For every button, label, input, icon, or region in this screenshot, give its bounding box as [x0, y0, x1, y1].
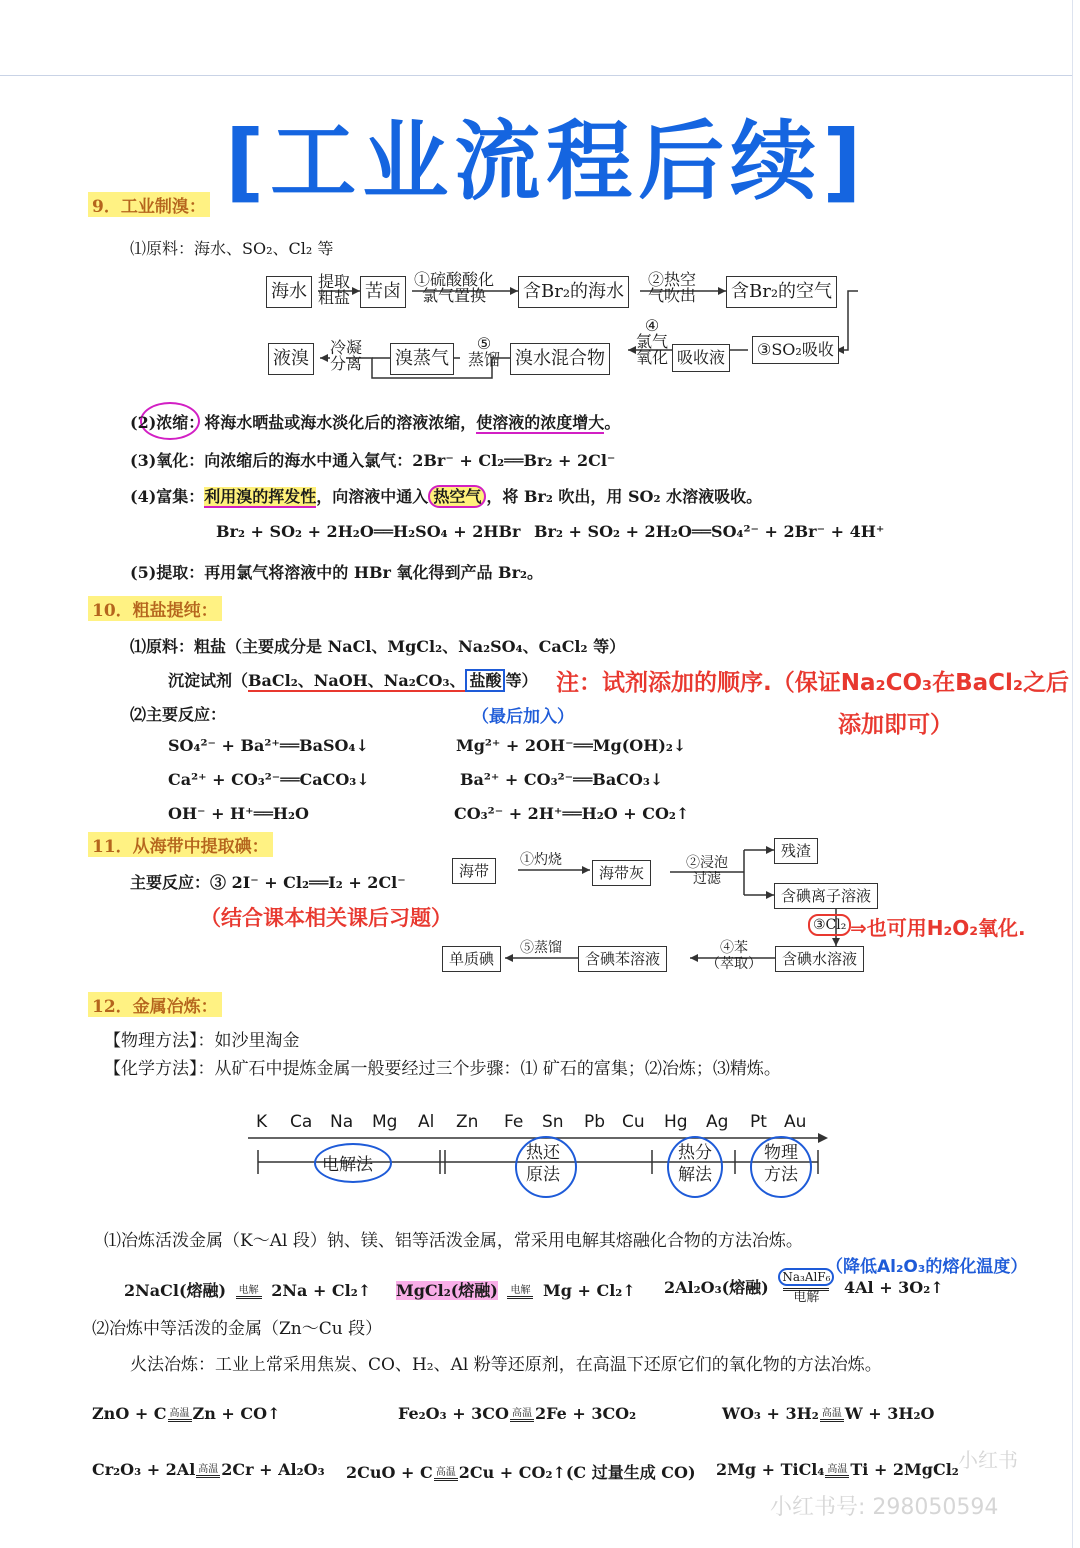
equation-f1: ZnO + C 高温 Zn + CO↑ [92, 1404, 281, 1423]
label-burn: ①灼烧 [520, 852, 562, 868]
metal-k: K [256, 1112, 268, 1132]
s10-r6: CO₃²⁻ + 2H⁺══H₂O + CO₂↑ [454, 804, 690, 823]
box-aqueous-iodine: 含碘水溶液 [775, 946, 864, 972]
s9-eq2: Br₂ + SO₂ + 2H₂O══SO₄²⁻ + 2Br⁻ + 4H⁺ [534, 522, 885, 541]
box-iodine-benzene: 含碘苯溶液 [578, 946, 667, 972]
circle-electrolysis [314, 1143, 392, 1183]
circle-thermal-decomposition [667, 1136, 723, 1198]
s12-chemical: 【化学方法】：从矿石中提炼金属一般要经过三个步骤：⑴ 矿石的富集；⑵冶炼；⑶精炼。 [104, 1059, 781, 1079]
box-iodide-solution: 含碘离子溶液 [774, 883, 878, 909]
s9-p5: (5)提取：再用氯气将溶液中的 HBr 氧化得到产品 Br₂。 [130, 563, 544, 582]
s11-h2o2-note: ⇒也可用H₂O₂氧化. [850, 916, 1026, 940]
box-iodine: 单质碘 [442, 946, 501, 972]
metal-sn: Sn [542, 1112, 564, 1132]
section-10-heading: 10．粗盐提纯： [88, 596, 222, 621]
s12-e3: 2Al₂O₃(熔融) Na₃AlF₆ 电解 4Al + 3O₂↑ [664, 1270, 944, 1305]
s9-eq1: Br₂ + SO₂ + 2H₂O══H₂SO₄ + 2HBr [216, 522, 521, 541]
page-title: [工业流程后续] [225, 112, 868, 212]
watermark-logo: 小红书 [958, 1448, 1018, 1472]
label-cl2: ③Cl₂ [808, 914, 851, 936]
metal-cu: Cu [622, 1112, 645, 1132]
equation-f4: Cr₂O₃ + 2Al 高温 2Cr + Al₂O₃ [92, 1460, 325, 1479]
equation-f3: WO₃ + 3H₂ 高温 W + 3H₂O [722, 1404, 935, 1423]
equation-f6: 2Mg + TiCl₄ 高温 Ti + 2MgCl₂ [716, 1460, 959, 1479]
box-bromine-water: 溴水混合物 [510, 343, 610, 375]
s9-p4: (4)富集：利用溴的挥发性，向溶液中通入 热空气 ，将 Br₂ 吹出，用 SO₂ 水溶液吸收。 [130, 487, 763, 506]
label-distill: ⑤蒸馏 [520, 940, 562, 956]
label-step4: ④ 氯气 氧化 [636, 316, 669, 367]
s12-p2b: 火法冶炼：工业上常采用焦炭、CO、H₂、Al 粉等还原剂，在高温下还原它们的氧化物的方法冶炼。 [130, 1355, 882, 1375]
box-liquid-bromine: 液溴 [268, 343, 314, 375]
metal-hg: Hg [664, 1112, 688, 1132]
section-12-heading: 12．金属冶炼： [88, 992, 222, 1017]
metal-na: Na [330, 1112, 354, 1132]
metal-ca: Ca [290, 1112, 313, 1132]
label-extract: 提取 粗盐 [318, 272, 351, 307]
method-thermal-decomposition: 热分 解法 [678, 1143, 712, 1185]
label-benzene: ④苯 （萃取） [706, 940, 762, 972]
s9-p2: (2)浓缩：将海水晒盐或海水淡化后的溶液浓缩，使溶液的浓度增大。 [130, 413, 621, 432]
metal-pb: Pb [584, 1112, 606, 1132]
box-kelp: 海带 [452, 858, 496, 884]
box-seawater: 海水 [266, 276, 312, 308]
label-soak: ②浸泡 过滤 [686, 855, 728, 887]
s10-main: ⑵主要反应： [130, 705, 227, 724]
metal-fe: Fe [504, 1112, 524, 1132]
box-kelp-ash: 海带灰 [592, 860, 651, 886]
s10-r3: Ca²⁺ + CO₃²⁻══CaCO₃↓ [168, 770, 370, 789]
s12-e1: 2NaCl(熔融) 电解 2Na + Cl₂↑ [124, 1281, 372, 1300]
metal-pt: Pt [750, 1112, 767, 1132]
box-so2-absorb: ③SO₂吸收 [752, 336, 839, 364]
equation-f2: Fe₂O₃ + 3CO 高温 2Fe + 3CO₂ [398, 1404, 637, 1423]
s10-r1: SO₄²⁻ + Ba²⁺══BaSO₄↓ [168, 736, 369, 755]
metal-ag: Ag [706, 1112, 729, 1132]
method-physical: 物理 方法 [764, 1143, 798, 1185]
s10-order-note: 注：试剂添加的顺序.（保证Na₂CO₃在BaCl₂之后 [556, 670, 1069, 696]
box-bittern: 苦卤 [360, 276, 406, 308]
s12-physical: 【物理方法】：如沙里淘金 [104, 1031, 300, 1051]
s10-r2: Mg²⁺ + 2OH⁻══Mg(OH)₂↓ [456, 736, 687, 755]
section-9-heading: 9．工业制溴： [88, 192, 210, 217]
watermark-id: 小红书号: 298050594 [770, 1495, 999, 1520]
s9-p3: (3)氧化：向浓缩后的海水中通入氯气：2Br⁻ + Cl₂══Br₂ + 2Cl⁻ [130, 451, 616, 470]
s10-r4: Ba²⁺ + CO₃²⁻══BaCO₃↓ [460, 770, 664, 789]
s10-last-add-note: （最后加入） [472, 707, 574, 727]
s10-reagents: 沉淀试剂（BaCl₂、NaOH、Na₂CO₃、 盐酸 等） [168, 671, 538, 690]
s12-p1: ⑴冶炼活泼金属（K～Al 段）钠、镁、铝等活泼金属，常采用电解其熔融化合物的方法冶炼。 [104, 1231, 803, 1251]
method-electrolysis: 电解法 [322, 1155, 373, 1175]
s12-e2: MgCl₂(熔融) 电解 Mg + Cl₂↑ [396, 1281, 636, 1300]
box-br2-air: 含Br₂的空气 [726, 276, 837, 308]
s11-main: 主要反应：③ 2I⁻ + Cl₂══I₂ + 2Cl⁻ [130, 873, 406, 892]
method-thermal-reduction: 热还 原法 [526, 1143, 560, 1185]
equation-f5: 2CuO + C 高温 2Cu + CO₂↑(C 过量生成 CO) [346, 1463, 696, 1482]
box-absorb-liquid: 吸收液 [672, 344, 730, 372]
metal-au: Au [784, 1112, 807, 1132]
s10-order-note-2: 添加即可） [838, 712, 953, 738]
section-11-heading: 11．从海带中提取碘： [88, 832, 273, 857]
circle-thermal-reduction [515, 1136, 577, 1198]
box-br2-seawater: 含Br₂的海水 [518, 276, 629, 308]
label-condense: 冷凝 分离 [330, 338, 363, 373]
metal-mg: Mg [372, 1112, 398, 1132]
label-step5: ⑤ 蒸馏 [468, 334, 501, 369]
s10-r5: OH⁻ + H⁺══H₂O [168, 804, 309, 823]
label-step2: ②热空 气吹出 [648, 270, 697, 305]
metal-zn: Zn [456, 1112, 479, 1132]
s9-raw-materials: ⑴原料：海水、SO₂、Cl₂ 等 [130, 239, 334, 258]
s12-cryolite-note: （降低Al₂O₃的熔化温度） [826, 1257, 1028, 1277]
s11-note: （结合课本相关课后习题） [200, 906, 452, 930]
circle-physical [750, 1136, 812, 1198]
metal-al: Al [418, 1112, 435, 1132]
label-step1: ①硫酸酸化 氯气置换 [414, 270, 495, 305]
s10-raw: ⑴原料：粗盐（主要成分是 NaCl、MgCl₂、Na₂SO₄、CaCl₂ 等） [130, 637, 626, 656]
s12-p2: ⑵冶炼中等活泼的金属（Zn～Cu 段） [92, 1319, 383, 1339]
box-residue: 残渣 [774, 838, 818, 864]
box-bromine-vapor: 溴蒸气 [390, 343, 454, 375]
